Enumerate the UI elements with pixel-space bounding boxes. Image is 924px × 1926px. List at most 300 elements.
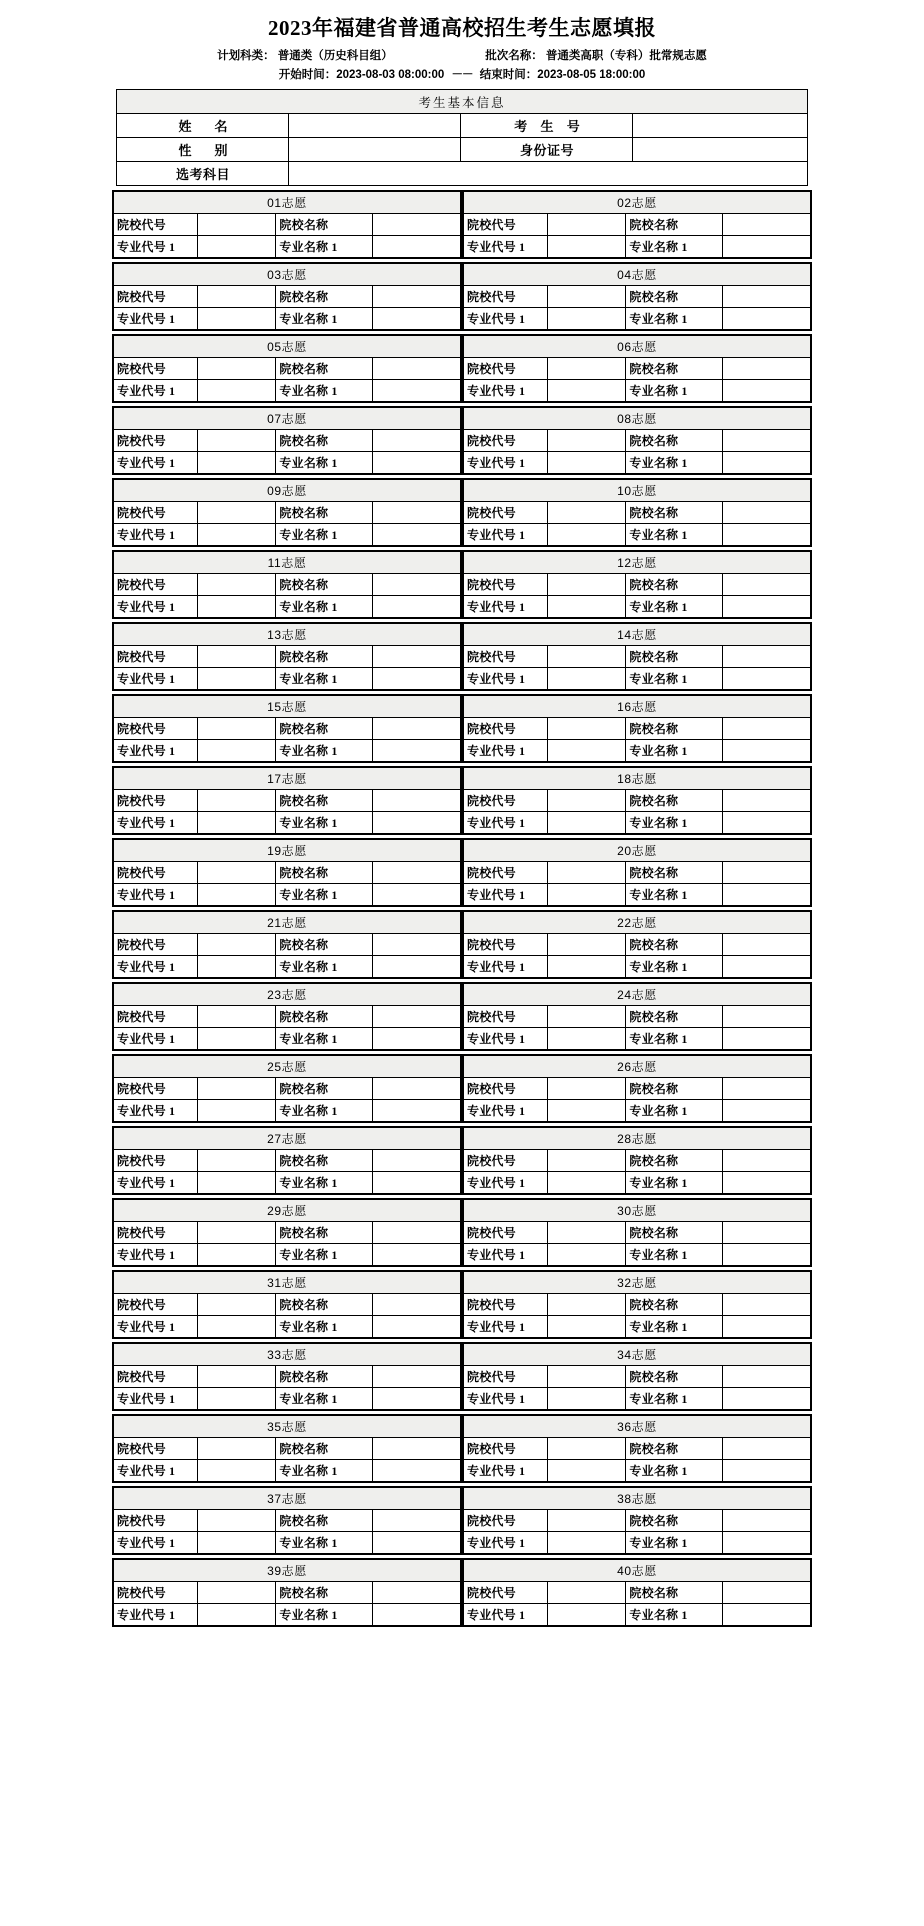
- school-code-label: 院校代号: [113, 430, 197, 452]
- school-code-field[interactable]: [197, 1222, 275, 1244]
- major-name-field[interactable]: [372, 1388, 461, 1411]
- school-code-label: 院校代号: [463, 646, 547, 668]
- major-name-field[interactable]: [372, 596, 461, 619]
- volunteer-block-25: [112, 1054, 462, 1123]
- volunteer-title: 11志愿: [113, 551, 461, 574]
- school-name-field[interactable]: [722, 1078, 811, 1100]
- school-name-label: 院校名称: [276, 1078, 373, 1100]
- school-name-field[interactable]: [372, 286, 461, 308]
- school-name-field[interactable]: [722, 1510, 811, 1532]
- major-name-field[interactable]: [722, 236, 811, 259]
- volunteer-block-cell: [462, 1486, 812, 1558]
- school-name-field[interactable]: [722, 862, 811, 884]
- major-code-field[interactable]: [197, 596, 275, 619]
- school-name-field[interactable]: [372, 1366, 461, 1388]
- major-code-field[interactable]: [197, 1388, 275, 1411]
- major-code-field[interactable]: [547, 452, 625, 475]
- major-code-field[interactable]: [547, 884, 625, 907]
- school-name-field[interactable]: [372, 430, 461, 452]
- major-name-field[interactable]: [372, 1532, 461, 1555]
- school-code-field[interactable]: [197, 1078, 275, 1100]
- major-name-field[interactable]: [372, 740, 461, 763]
- major-name-field[interactable]: [372, 884, 461, 907]
- major-row: [113, 236, 461, 259]
- major-code-label: 专业代号 1: [463, 740, 547, 763]
- school-name-field[interactable]: [722, 718, 811, 740]
- school-code-field[interactable]: [197, 1438, 275, 1460]
- school-name-field[interactable]: [372, 1006, 461, 1028]
- school-name-field[interactable]: [722, 790, 811, 812]
- volunteer-block-15: [112, 694, 462, 763]
- major-name-field[interactable]: [722, 1388, 811, 1411]
- school-code-field[interactable]: [197, 718, 275, 740]
- school-code-field[interactable]: [547, 1006, 625, 1028]
- major-code-field[interactable]: [197, 1604, 275, 1627]
- school-code-field[interactable]: [547, 718, 625, 740]
- school-code-field[interactable]: [197, 1294, 275, 1316]
- school-name-field[interactable]: [372, 862, 461, 884]
- major-name-field[interactable]: [372, 1244, 461, 1267]
- elective-subjects-field[interactable]: [289, 162, 807, 186]
- school-name-field[interactable]: [372, 790, 461, 812]
- volunteer-title: 16志愿: [463, 695, 811, 718]
- major-code-label: 专业代号 1: [463, 1532, 547, 1555]
- major-code-field[interactable]: [197, 740, 275, 763]
- volunteer-header-row: [113, 335, 461, 358]
- volunteer-title: 05志愿: [113, 335, 461, 358]
- school-code-field[interactable]: [197, 862, 275, 884]
- major-code-field[interactable]: [197, 884, 275, 907]
- volunteer-header-row: [463, 407, 811, 430]
- school-code-field[interactable]: [547, 358, 625, 380]
- major-code-label: 专业代号 1: [113, 1604, 197, 1627]
- school-code-label: 院校代号: [463, 862, 547, 884]
- major-code-field[interactable]: [547, 380, 625, 403]
- school-name-label: 院校名称: [626, 790, 723, 812]
- volunteer-row: [112, 190, 812, 262]
- volunteer-row: [112, 1126, 812, 1198]
- school-name-field[interactable]: [372, 934, 461, 956]
- major-row: [113, 1604, 461, 1627]
- major-name-field[interactable]: [372, 524, 461, 547]
- volunteer-row: [112, 1270, 812, 1342]
- major-name-field[interactable]: [372, 1100, 461, 1123]
- school-code-field[interactable]: [197, 1150, 275, 1172]
- school-name-field[interactable]: [372, 646, 461, 668]
- major-name-field[interactable]: [372, 380, 461, 403]
- volunteer-block-cell: [112, 1270, 462, 1342]
- school-code-field[interactable]: [547, 1078, 625, 1100]
- major-code-field[interactable]: [197, 1460, 275, 1483]
- volunteer-title: 23志愿: [113, 983, 461, 1006]
- major-code-field[interactable]: [197, 1028, 275, 1051]
- volunteer-header-row: [113, 839, 461, 862]
- school-name-field[interactable]: [722, 286, 811, 308]
- volunteer-header-row: [463, 1343, 811, 1366]
- major-row: [463, 1388, 811, 1411]
- school-row: [113, 646, 461, 668]
- school-code-label: 院校代号: [113, 214, 197, 236]
- major-row: [463, 308, 811, 331]
- school-code-label: 院校代号: [463, 214, 547, 236]
- school-code-field[interactable]: [197, 1582, 275, 1604]
- school-name-field[interactable]: [372, 502, 461, 524]
- major-name-label: 专业名称 1: [276, 1100, 373, 1123]
- major-row: [113, 1028, 461, 1051]
- major-name-field[interactable]: [722, 524, 811, 547]
- volunteer-title: 22志愿: [463, 911, 811, 934]
- major-row: [463, 1316, 811, 1339]
- volunteer-header-row: [113, 983, 461, 1006]
- major-code-field[interactable]: [547, 1100, 625, 1123]
- school-name-field[interactable]: [372, 1150, 461, 1172]
- school-code-label: 院校代号: [113, 1078, 197, 1100]
- school-row: [463, 1006, 811, 1028]
- major-name-field[interactable]: [722, 308, 811, 331]
- volunteer-header-row: [113, 191, 461, 214]
- major-name-field[interactable]: [372, 1604, 461, 1627]
- school-code-field[interactable]: [197, 1510, 275, 1532]
- school-name-field[interactable]: [722, 430, 811, 452]
- school-name-field[interactable]: [372, 574, 461, 596]
- major-code-field[interactable]: [547, 1460, 625, 1483]
- school-code-label: 院校代号: [463, 790, 547, 812]
- volunteer-title: 17志愿: [113, 767, 461, 790]
- major-name-label: 专业名称 1: [276, 1532, 373, 1555]
- volunteer-block-cell: [112, 1054, 462, 1126]
- major-row: [463, 452, 811, 475]
- major-name-field[interactable]: [722, 740, 811, 763]
- major-name-field[interactable]: [372, 452, 461, 475]
- major-row: [113, 1100, 461, 1123]
- school-name-field[interactable]: [372, 718, 461, 740]
- major-code-label: 专业代号 1: [463, 1316, 547, 1339]
- major-code-label: 专业代号 1: [113, 884, 197, 907]
- volunteer-block-37: [112, 1486, 462, 1555]
- school-code-field[interactable]: [547, 1294, 625, 1316]
- school-code-field[interactable]: [547, 574, 625, 596]
- major-code-field[interactable]: [197, 668, 275, 691]
- school-row: [463, 286, 811, 308]
- major-code-field[interactable]: [547, 812, 625, 835]
- volunteer-block-22: [462, 910, 812, 979]
- major-name-label: 专业名称 1: [626, 668, 723, 691]
- major-code-label: 专业代号 1: [463, 1172, 547, 1195]
- volunteer-block-27: [112, 1126, 462, 1195]
- school-row: [463, 358, 811, 380]
- school-code-label: 院校代号: [463, 286, 547, 308]
- school-code-field[interactable]: [547, 862, 625, 884]
- school-code-label: 院校代号: [113, 574, 197, 596]
- major-name-field[interactable]: [722, 668, 811, 691]
- major-code-field[interactable]: [547, 1388, 625, 1411]
- major-code-field[interactable]: [547, 236, 625, 259]
- major-name-field[interactable]: [722, 596, 811, 619]
- volunteer-block-cell: [462, 910, 812, 982]
- school-name-label: 院校名称: [276, 358, 373, 380]
- school-code-field[interactable]: [197, 502, 275, 524]
- volunteer-block-33: [112, 1342, 462, 1411]
- school-name-field[interactable]: [722, 1150, 811, 1172]
- basic-info-title: 考生基本信息: [117, 90, 807, 114]
- volunteer-block-cell: [462, 478, 812, 550]
- major-code-field[interactable]: [197, 1100, 275, 1123]
- school-name-field[interactable]: [722, 214, 811, 236]
- school-name-field[interactable]: [372, 1510, 461, 1532]
- major-code-field[interactable]: [197, 308, 275, 331]
- school-code-field[interactable]: [197, 646, 275, 668]
- major-code-field[interactable]: [197, 452, 275, 475]
- school-code-field[interactable]: [547, 286, 625, 308]
- major-code-field[interactable]: [547, 596, 625, 619]
- volunteer-row: [112, 478, 812, 550]
- major-name-field[interactable]: [372, 668, 461, 691]
- school-name-field[interactable]: [372, 1294, 461, 1316]
- gender-field[interactable]: [289, 138, 461, 162]
- major-name-label: 专业名称 1: [626, 308, 723, 331]
- school-name-label: 院校名称: [626, 1366, 723, 1388]
- basic-info-header-row: [117, 90, 807, 114]
- school-code-field[interactable]: [547, 934, 625, 956]
- school-code-field[interactable]: [547, 790, 625, 812]
- major-name-field[interactable]: [722, 1028, 811, 1051]
- volunteer-block-14: [462, 622, 812, 691]
- school-name-label: 院校名称: [626, 286, 723, 308]
- school-code-field[interactable]: [197, 1006, 275, 1028]
- school-code-field[interactable]: [547, 646, 625, 668]
- volunteer-block-cell: [462, 1558, 812, 1630]
- major-code-field[interactable]: [547, 1028, 625, 1051]
- school-row: [463, 790, 811, 812]
- volunteer-block-20: [462, 838, 812, 907]
- major-code-field[interactable]: [547, 308, 625, 331]
- major-name-field[interactable]: [722, 1604, 811, 1627]
- volunteer-header-row: [113, 695, 461, 718]
- volunteer-title: 19志愿: [113, 839, 461, 862]
- school-name-field[interactable]: [722, 574, 811, 596]
- volunteer-row: [112, 1486, 812, 1558]
- major-code-label: 专业代号 1: [113, 1100, 197, 1123]
- major-row: [463, 1172, 811, 1195]
- school-code-label: 院校代号: [113, 1510, 197, 1532]
- major-code-field[interactable]: [547, 956, 625, 979]
- major-name-field[interactable]: [722, 1460, 811, 1483]
- major-name-field[interactable]: [372, 1316, 461, 1339]
- volunteer-block-cell: [462, 622, 812, 694]
- school-row: [463, 430, 811, 452]
- major-name-field[interactable]: [722, 1100, 811, 1123]
- school-name-field[interactable]: [722, 646, 811, 668]
- volunteer-title: 01志愿: [113, 191, 461, 214]
- major-code-field[interactable]: [197, 1316, 275, 1339]
- major-code-field[interactable]: [547, 524, 625, 547]
- school-name-field[interactable]: [372, 1582, 461, 1604]
- school-code-label: 院校代号: [113, 1150, 197, 1172]
- volunteer-block-cell: [462, 1126, 812, 1198]
- major-row: [113, 308, 461, 331]
- volunteer-block-cell: [112, 838, 462, 910]
- major-code-label: 专业代号 1: [463, 596, 547, 619]
- major-code-field[interactable]: [197, 1172, 275, 1195]
- school-name-field[interactable]: [722, 502, 811, 524]
- school-code-label: 院校代号: [113, 1006, 197, 1028]
- school-code-label: 院校代号: [113, 286, 197, 308]
- volunteer-block-cell: [462, 766, 812, 838]
- major-row: [463, 812, 811, 835]
- school-name-field[interactable]: [722, 358, 811, 380]
- school-name-label: 院校名称: [626, 1078, 723, 1100]
- major-code-field[interactable]: [197, 1244, 275, 1267]
- major-code-label: 专业代号 1: [463, 1028, 547, 1051]
- major-code-label: 专业代号 1: [463, 1604, 547, 1627]
- volunteer-title: 39志愿: [113, 1559, 461, 1582]
- major-name-label: 专业名称 1: [276, 740, 373, 763]
- major-name-field[interactable]: [722, 884, 811, 907]
- school-code-field[interactable]: [197, 286, 275, 308]
- major-code-field[interactable]: [197, 812, 275, 835]
- page-title: 2023年福建省普通高校招生考生志愿填报: [268, 16, 656, 40]
- volunteer-block-2: [462, 190, 812, 259]
- volunteer-block-cell: [462, 262, 812, 334]
- major-code-field[interactable]: [197, 1532, 275, 1555]
- major-row: [113, 1460, 461, 1483]
- volunteer-block-cell: [112, 1198, 462, 1270]
- major-name-field[interactable]: [722, 1316, 811, 1339]
- school-name-field[interactable]: [372, 1438, 461, 1460]
- school-code-field[interactable]: [547, 1150, 625, 1172]
- major-row: [113, 1316, 461, 1339]
- school-name-label: 院校名称: [626, 1222, 723, 1244]
- school-name-field[interactable]: [372, 214, 461, 236]
- school-name-label: 院校名称: [626, 646, 723, 668]
- school-code-field[interactable]: [547, 1582, 625, 1604]
- volunteer-title: 27志愿: [113, 1127, 461, 1150]
- major-code-field[interactable]: [547, 1316, 625, 1339]
- volunteer-header-row: [463, 1271, 811, 1294]
- school-code-field[interactable]: [547, 1222, 625, 1244]
- major-name-field[interactable]: [722, 812, 811, 835]
- major-row: [463, 1028, 811, 1051]
- major-code-field[interactable]: [547, 740, 625, 763]
- major-name-field[interactable]: [372, 956, 461, 979]
- major-name-field[interactable]: [722, 1172, 811, 1195]
- school-code-field[interactable]: [547, 1510, 625, 1532]
- volunteer-block-10: [462, 478, 812, 547]
- volunteer-block-12: [462, 550, 812, 619]
- school-code-field[interactable]: [547, 1438, 625, 1460]
- school-name-field[interactable]: [372, 1222, 461, 1244]
- school-code-field[interactable]: [197, 430, 275, 452]
- school-code-field[interactable]: [197, 934, 275, 956]
- major-name-field[interactable]: [722, 380, 811, 403]
- major-code-field[interactable]: [197, 380, 275, 403]
- major-row: [113, 740, 461, 763]
- school-code-field[interactable]: [547, 430, 625, 452]
- school-code-field[interactable]: [547, 1366, 625, 1388]
- major-name-field[interactable]: [722, 452, 811, 475]
- volunteer-block-30: [462, 1198, 812, 1267]
- school-name-field[interactable]: [722, 1294, 811, 1316]
- major-name-field[interactable]: [722, 1532, 811, 1555]
- school-name-field[interactable]: [722, 1582, 811, 1604]
- major-name-field[interactable]: [372, 236, 461, 259]
- table-row: [117, 162, 807, 186]
- school-code-field[interactable]: [197, 358, 275, 380]
- school-code-field[interactable]: [197, 1366, 275, 1388]
- school-name-field[interactable]: [372, 1078, 461, 1100]
- major-code-field[interactable]: [197, 236, 275, 259]
- school-name-label: 院校名称: [626, 718, 723, 740]
- major-name-field[interactable]: [372, 1172, 461, 1195]
- name-field[interactable]: [289, 114, 461, 138]
- name-label: 姓 名: [117, 114, 289, 138]
- major-code-field[interactable]: [547, 1172, 625, 1195]
- major-code-label: 专业代号 1: [463, 884, 547, 907]
- volunteer-title: 34志愿: [463, 1343, 811, 1366]
- school-code-field[interactable]: [547, 214, 625, 236]
- major-code-field[interactable]: [197, 956, 275, 979]
- school-code-field[interactable]: [197, 574, 275, 596]
- major-name-field[interactable]: [722, 956, 811, 979]
- volunteer-header-row: [113, 551, 461, 574]
- school-code-label: 院校代号: [463, 358, 547, 380]
- school-name-field[interactable]: [722, 1438, 811, 1460]
- major-name-label: 专业名称 1: [626, 236, 723, 259]
- plan-category: [217, 47, 393, 63]
- major-code-field[interactable]: [547, 1244, 625, 1267]
- school-code-label: 院校代号: [463, 1150, 547, 1172]
- gender-label: 性 别: [117, 138, 289, 162]
- major-name-label: 专业名称 1: [626, 1388, 723, 1411]
- major-row: [463, 740, 811, 763]
- school-row: [113, 430, 461, 452]
- major-code-field[interactable]: [547, 668, 625, 691]
- major-row: [113, 452, 461, 475]
- major-name-field[interactable]: [372, 308, 461, 331]
- volunteer-title: 02志愿: [463, 191, 811, 214]
- school-code-field[interactable]: [197, 790, 275, 812]
- school-code-label: 院校代号: [463, 1222, 547, 1244]
- major-code-label: 专业代号 1: [463, 1388, 547, 1411]
- school-name-field[interactable]: [722, 1222, 811, 1244]
- major-code-field[interactable]: [547, 1532, 625, 1555]
- major-name-field[interactable]: [372, 812, 461, 835]
- major-code-field[interactable]: [547, 1604, 625, 1627]
- school-name-field[interactable]: [722, 934, 811, 956]
- school-row: [463, 574, 811, 596]
- school-code-field[interactable]: [547, 502, 625, 524]
- school-row: [113, 934, 461, 956]
- school-name-field[interactable]: [372, 358, 461, 380]
- major-code-field[interactable]: [197, 524, 275, 547]
- id-number-field[interactable]: [633, 138, 807, 162]
- school-name-label: 院校名称: [626, 862, 723, 884]
- volunteer-block-19: [112, 838, 462, 907]
- volunteer-block-29: [112, 1198, 462, 1267]
- school-name-field[interactable]: [722, 1366, 811, 1388]
- volunteer-title: 15志愿: [113, 695, 461, 718]
- major-row: [463, 1244, 811, 1267]
- candidate-number-field[interactable]: [633, 114, 807, 138]
- volunteer-block-cell: [112, 766, 462, 838]
- volunteer-title: 18志愿: [463, 767, 811, 790]
- major-name-field[interactable]: [372, 1460, 461, 1483]
- school-name-label: 院校名称: [626, 574, 723, 596]
- major-name-field[interactable]: [722, 1244, 811, 1267]
- major-name-field[interactable]: [372, 1028, 461, 1051]
- school-code-field[interactable]: [197, 214, 275, 236]
- school-name-field[interactable]: [722, 1006, 811, 1028]
